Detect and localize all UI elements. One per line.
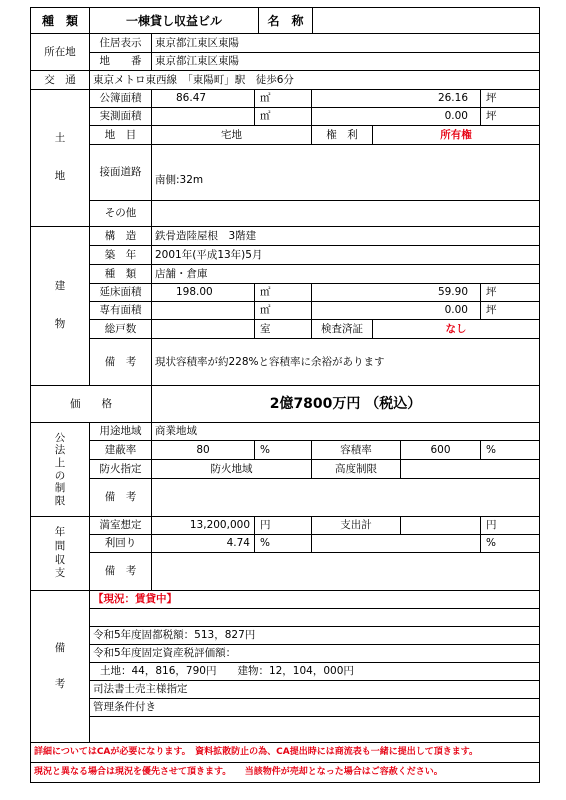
survey-area-sqm bbox=[151, 107, 255, 126]
built-value: 2001年(平成13年)5月 bbox=[151, 245, 540, 265]
private-area-sqm bbox=[151, 301, 255, 320]
notes-tax-amount: 令和5年度固都税額：513，827円 bbox=[89, 626, 540, 645]
annual-label-char: 収 bbox=[54, 553, 66, 566]
private-area-label: 専有面積 bbox=[89, 301, 152, 320]
regulation-label-char: 公 bbox=[54, 431, 66, 444]
price-label: 価 格 bbox=[30, 385, 152, 423]
footer-line-1: 詳細についてはCAが必要になります。 資料拡散防止の為、CA提出時には商流表も一緒に提出して頂きます。 bbox=[30, 742, 540, 763]
land-label-bottom: 地 bbox=[54, 170, 66, 182]
annual-section-label bbox=[30, 516, 90, 591]
registry-area-sqm: 86.47 bbox=[151, 89, 255, 108]
notes-section-label bbox=[30, 590, 90, 743]
other-label: その他 bbox=[89, 200, 152, 227]
property-sheet bbox=[30, 7, 540, 785]
far-percent: % bbox=[480, 440, 540, 460]
name-value bbox=[312, 7, 540, 34]
notes-line bbox=[89, 608, 540, 627]
price-value: 2億7800万円 （税込） bbox=[151, 385, 540, 423]
yield-value: 4.74 bbox=[151, 534, 255, 553]
far-value: 600 bbox=[400, 440, 481, 460]
yield-percent: % bbox=[254, 534, 312, 553]
regulation-label-char: の bbox=[54, 469, 66, 482]
notes-line bbox=[89, 716, 540, 743]
notes-label-bottom: 考 bbox=[54, 677, 66, 690]
zone-value: 商業地域 bbox=[151, 422, 540, 441]
units-value bbox=[151, 319, 255, 339]
units-suffix: 室 bbox=[254, 319, 312, 339]
footer-line-2: 現況と異なる場合は現況を優先させて頂きます。 当該物件が売却となった場合はご容赦ください。 bbox=[30, 762, 540, 783]
address-value: 東京都江東区東陽 bbox=[151, 33, 540, 53]
zone-label: 用途地域 bbox=[89, 422, 152, 441]
building-label-bottom: 物 bbox=[54, 318, 66, 330]
location-label: 所在地 bbox=[30, 33, 90, 71]
structure-label: 構 造 bbox=[89, 226, 152, 246]
floor-area-tsubo: 59.90 bbox=[311, 283, 481, 302]
expense-yen: 円 bbox=[480, 516, 540, 535]
building-remarks-value: 現状容積率が約228%と容積率に余裕があります bbox=[151, 338, 540, 386]
yield-label: 利回り bbox=[89, 534, 152, 553]
other-value bbox=[151, 200, 540, 227]
units-label: 総戸数 bbox=[89, 319, 152, 339]
structure-value: 鉄骨造陸屋根 3階建 bbox=[151, 226, 540, 246]
yield-percent-right: % bbox=[480, 534, 540, 553]
expense-label: 支出計 bbox=[311, 516, 401, 535]
far-label: 容積率 bbox=[311, 440, 401, 460]
income-label: 満室想定 bbox=[89, 516, 152, 535]
regulation-label-char: 限 bbox=[54, 494, 66, 507]
annual-remarks-label: 備 考 bbox=[89, 552, 152, 591]
regulation-remarks-value bbox=[151, 478, 540, 517]
regulation-remarks-label: 備 考 bbox=[89, 478, 152, 517]
height-label: 高度制限 bbox=[311, 459, 401, 479]
income-yen: 円 bbox=[254, 516, 312, 535]
registry-area-label: 公簿面積 bbox=[89, 89, 152, 108]
coverage-percent: % bbox=[254, 440, 312, 460]
annual-label-char: 間 bbox=[54, 539, 66, 552]
income-value: 13,200,000 bbox=[151, 516, 255, 535]
private-tsubo-unit: 坪 bbox=[480, 301, 540, 320]
built-label: 築 年 bbox=[89, 245, 152, 265]
transport-value: 東京メトロ東西線 「東陽町」駅 徒歩6分 bbox=[89, 70, 540, 90]
road-value: 南側:32m bbox=[151, 144, 540, 201]
floor-area-sqm: 198.00 bbox=[151, 283, 255, 302]
type-value: 一棟貸し収益ビル bbox=[89, 7, 259, 34]
notes-seller: 司法書士売主様指定 bbox=[89, 680, 540, 699]
building-kind-value: 店舗・倉庫 bbox=[151, 264, 540, 284]
land-category-value: 宅地 bbox=[151, 125, 312, 145]
notes-management: 管理条件付き bbox=[89, 698, 540, 717]
annual-remarks-value bbox=[151, 552, 540, 591]
rights-label: 権 利 bbox=[311, 125, 373, 145]
fire-label: 防火指定 bbox=[89, 459, 152, 479]
regulation-label-char: 法 bbox=[54, 444, 66, 457]
survey-tsubo-unit: 坪 bbox=[480, 107, 540, 126]
yield-blank bbox=[311, 534, 481, 553]
lot-label: 地 番 bbox=[89, 52, 152, 71]
name-label: 名 称 bbox=[258, 7, 313, 34]
survey-sqm-unit: ㎡ bbox=[254, 107, 312, 126]
floor-area-label: 延床面積 bbox=[89, 283, 152, 302]
floor-sqm-unit: ㎡ bbox=[254, 283, 312, 302]
annual-label-char: 年 bbox=[54, 526, 66, 539]
private-sqm-unit: ㎡ bbox=[254, 301, 312, 320]
regulation-label-char: 上 bbox=[54, 456, 66, 469]
address-label: 住居表示 bbox=[89, 33, 152, 53]
transport-label: 交 通 bbox=[30, 70, 90, 90]
land-section-label bbox=[30, 89, 90, 227]
notes-status: 【現況：賃貸中】 bbox=[89, 590, 540, 609]
coverage-label: 建蔽率 bbox=[89, 440, 152, 460]
private-area-tsubo: 0.00 bbox=[311, 301, 481, 320]
inspection-value: なし bbox=[372, 319, 540, 339]
rights-value: 所有権 bbox=[372, 125, 540, 145]
registry-area-tsubo: 26.16 bbox=[311, 89, 481, 108]
survey-area-tsubo: 0.00 bbox=[311, 107, 481, 126]
building-remarks-label: 備 考 bbox=[89, 338, 152, 386]
building-section-label bbox=[30, 226, 90, 386]
coverage-value: 80 bbox=[151, 440, 255, 460]
land-label-top: 土 bbox=[54, 132, 66, 145]
notes-tax-assessment-values: 土地：44，816，790円 建物：12，104，000円 bbox=[89, 662, 540, 681]
type-label: 種 類 bbox=[30, 7, 90, 34]
fire-value: 防火地域 bbox=[151, 459, 312, 479]
building-kind-label: 種 類 bbox=[89, 264, 152, 284]
survey-area-label: 実測面積 bbox=[89, 107, 152, 126]
road-label: 接面道路 bbox=[89, 144, 152, 201]
expense-value bbox=[400, 516, 481, 535]
regulation-section-label bbox=[30, 422, 90, 517]
height-value bbox=[400, 459, 540, 479]
floor-tsubo-unit: 坪 bbox=[480, 283, 540, 302]
land-category-label: 地 目 bbox=[89, 125, 152, 145]
notes-label-top: 備 bbox=[54, 641, 66, 654]
inspection-label: 検査済証 bbox=[311, 319, 373, 339]
building-label-top: 建 bbox=[54, 280, 66, 293]
regulation-label-char: 制 bbox=[54, 482, 66, 495]
notes-tax-assessment-title: 令和5年度固定資産税評価額： bbox=[89, 644, 540, 663]
registry-sqm-unit: ㎡ bbox=[254, 89, 312, 108]
registry-tsubo-unit: 坪 bbox=[480, 89, 540, 108]
lot-value: 東京都江東区東陽 bbox=[151, 52, 540, 71]
annual-label-char: 支 bbox=[54, 567, 66, 580]
